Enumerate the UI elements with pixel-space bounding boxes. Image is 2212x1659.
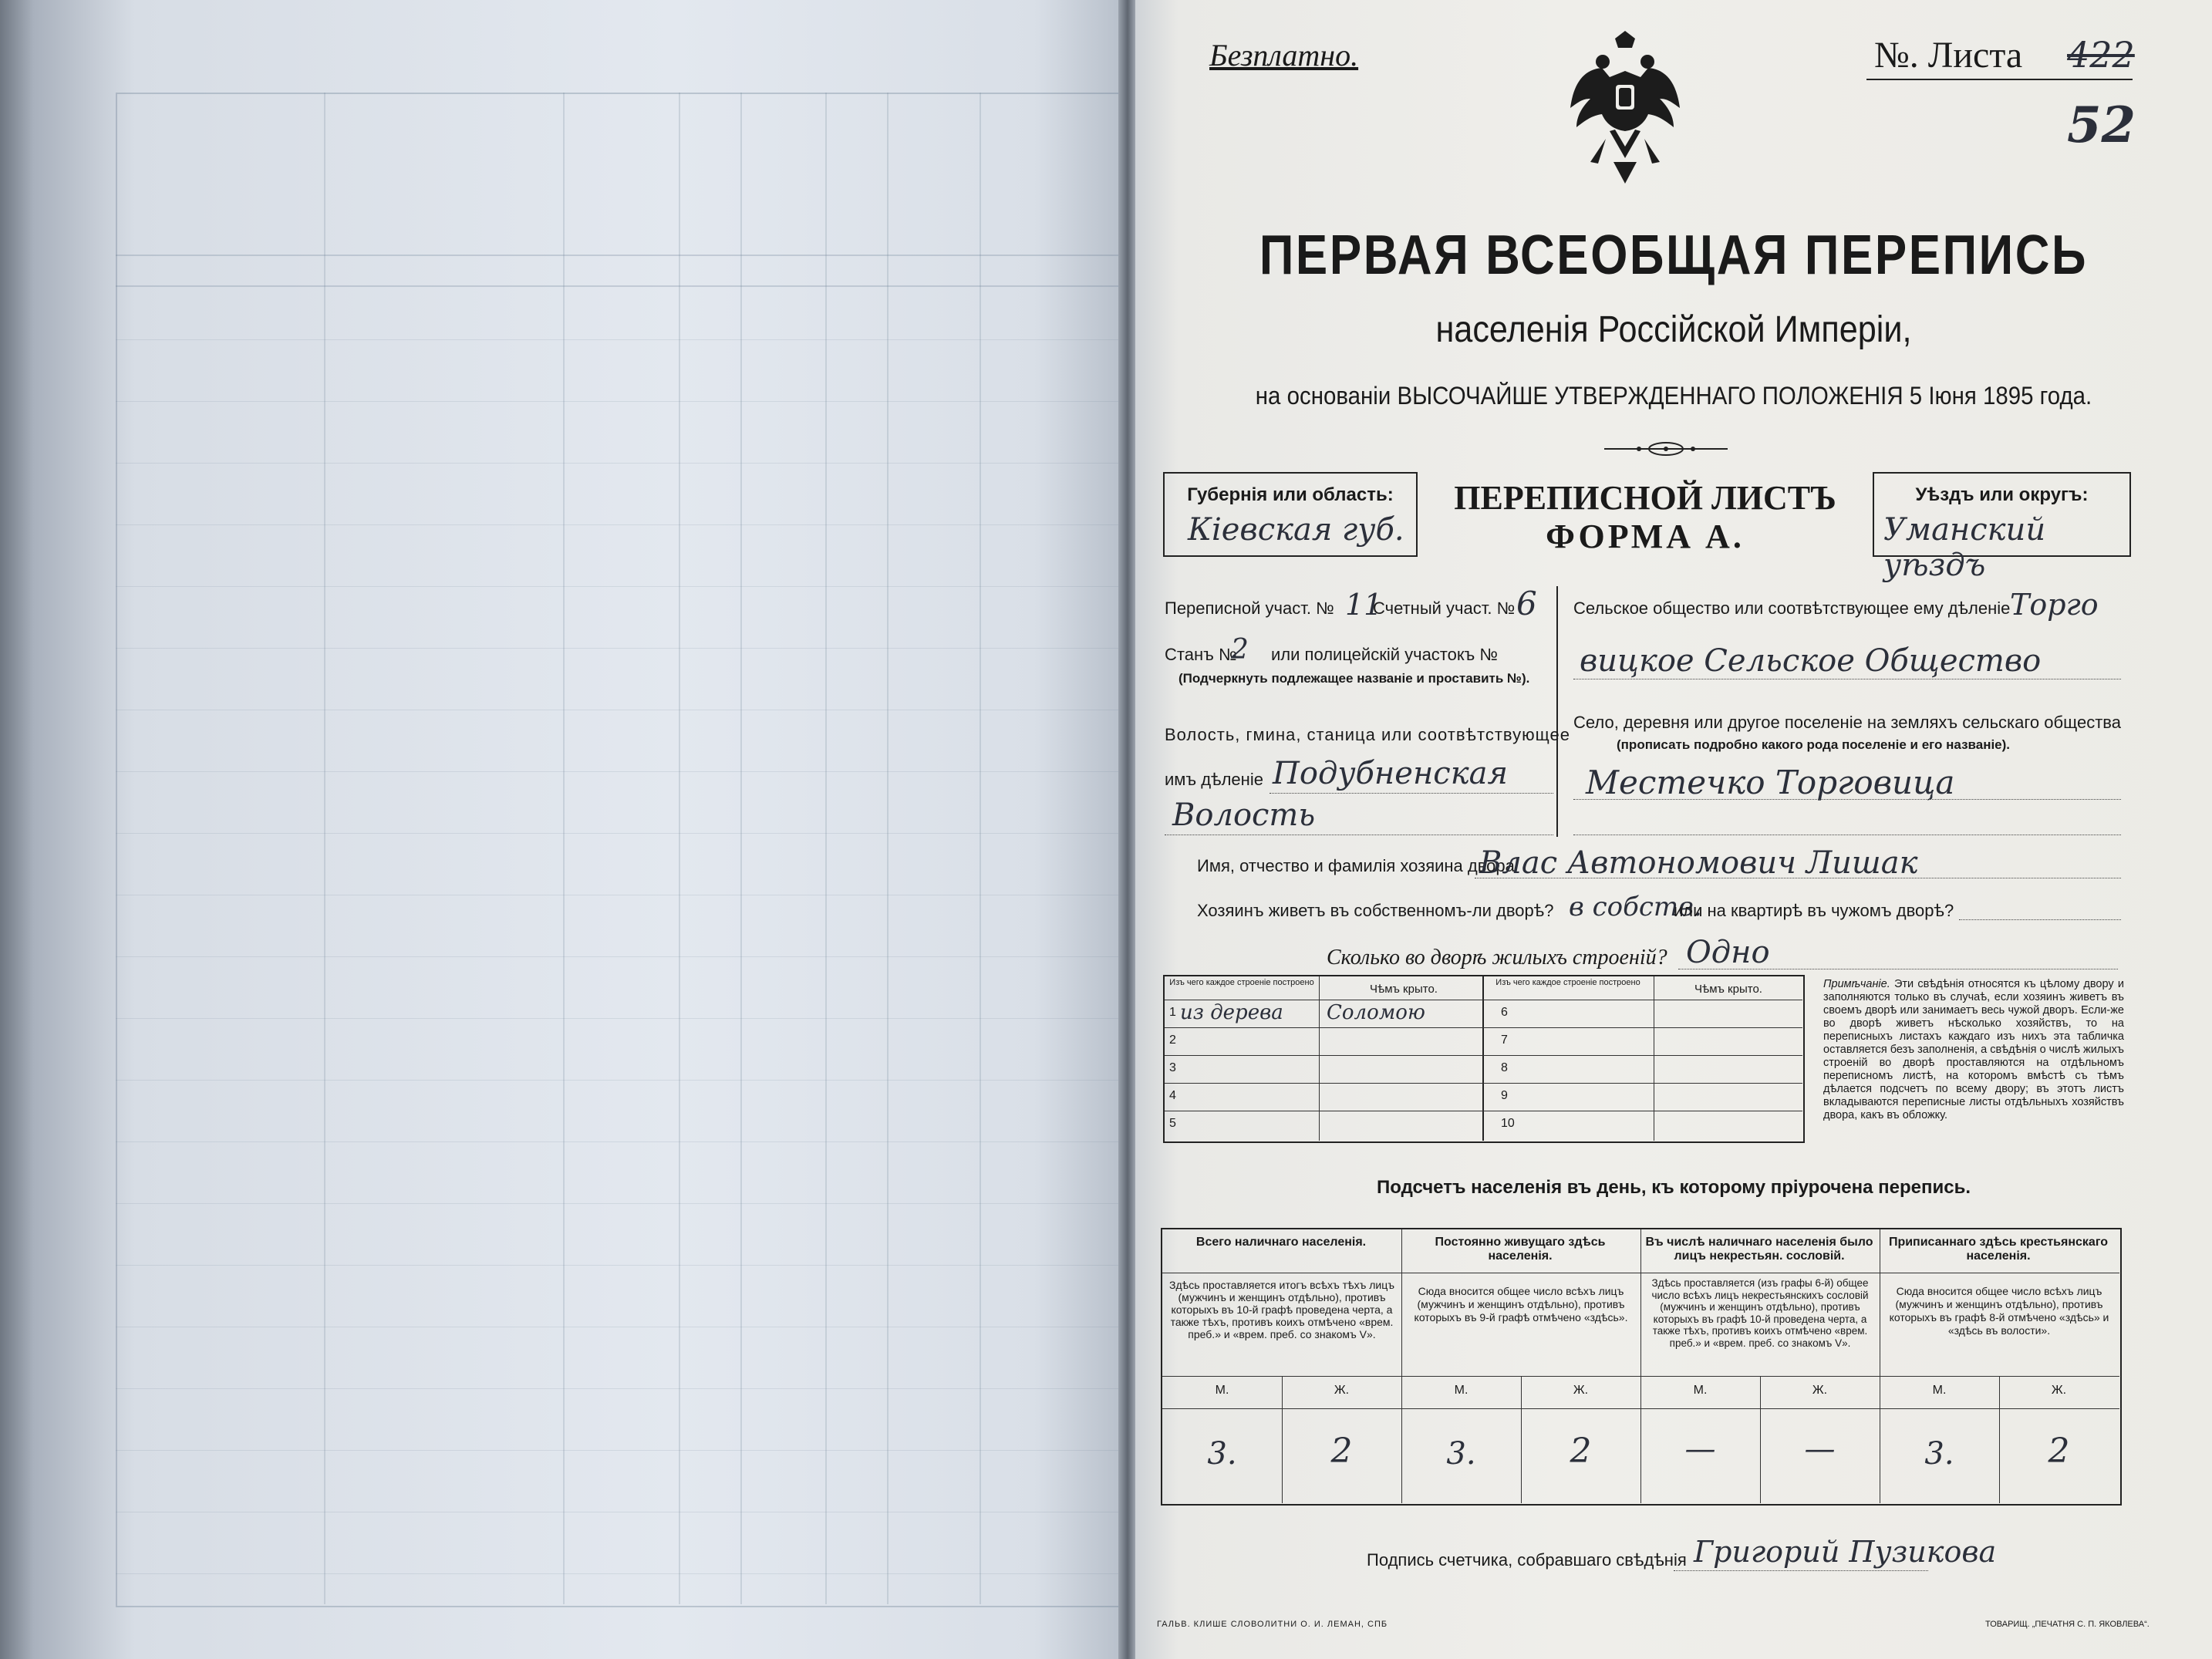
row-roof: Соломою (1327, 1001, 1425, 1024)
sheet-number-underline (1866, 79, 2133, 80)
census-area-label: Переписной участ. № (1165, 599, 1334, 618)
form-title-block (1418, 472, 1873, 557)
male-count: 3. (1924, 1436, 1954, 1472)
ghost-column-line (825, 93, 827, 1604)
female-count: 2 (2048, 1431, 2070, 1471)
buildings-table-right (1482, 976, 1802, 1141)
owner-name-label: Имя, отчество и фамилія хозяина двора (1197, 856, 1515, 875)
ghost-row (116, 771, 1118, 772)
count-divider (1401, 1408, 1640, 1409)
camp-value: 2 (1231, 634, 1249, 666)
buildings-table (1163, 975, 1805, 1143)
ghost-row (116, 1203, 1118, 1204)
police-label: или полицейскій участокъ № (1271, 645, 1498, 664)
count-col-desc: Здѣсь проставляется (изъ графы 6-й) общее число всѣхъ лицъ некрестьянскихъ сословій (мужчинъ и женщинъ отдѣльно), противъ которыхъ въ графѣ 10-й проведена черта, а также тѣхъ, противъ коихъ отмѣчено «врем. преб.» и «врем. преб. со знакомъ V». (1651, 1277, 1869, 1349)
society-value-1: Торго (2010, 588, 2099, 622)
ghost-row (116, 1450, 1118, 1451)
district-label: Уѣздъ или округъ: (1915, 484, 2089, 505)
roof-header-2: Чѣмъ крыто. (1694, 983, 1762, 996)
male-label: М. (1454, 1384, 1468, 1397)
ghost-row (116, 1018, 1118, 1019)
volost-value-2: Волость (1172, 797, 1316, 833)
district-value: Уманский уѣздъ (1883, 512, 2046, 583)
table-row (1482, 1111, 1802, 1138)
counting-area-value: 6 (1516, 585, 1537, 622)
row-number: 8 (1501, 1061, 1508, 1074)
count-divider (1640, 1408, 1880, 1409)
society-label: Сельское общество или соотвѣтствующее ему дѣленіе (1573, 599, 2011, 618)
double-headed-eagle-icon (1567, 31, 1683, 185)
count-divider (1162, 1408, 1401, 1409)
residence-value: в собств. (1569, 892, 1702, 922)
ghost-row (116, 586, 1118, 587)
female-count: 2 (1570, 1431, 1592, 1471)
row-number: 1 (1169, 1006, 1176, 1019)
form-title: ПЕРЕПИСНОЙ ЛИСТЪ (1454, 479, 1836, 517)
volost-label-2: имъ дѣленіе (1165, 770, 1263, 789)
ghost-row (116, 524, 1118, 525)
ghost-row (116, 1265, 1118, 1266)
ghost-column-line (563, 93, 565, 1604)
sheet-number-value: 422 (2067, 34, 2135, 76)
village-value: Местечко Торговица (1586, 764, 1955, 801)
female-label: Ж. (1812, 1384, 1828, 1397)
table-row (1165, 1027, 1482, 1056)
ghost-column-line (679, 93, 680, 1604)
count-column (1640, 1229, 1880, 1503)
count-column (1162, 1229, 1402, 1503)
table-row (1482, 1083, 1802, 1111)
count-col-title: Приписаннаго здѣсь крестьянскаго населенія. (1888, 1236, 2109, 1263)
row-number: 10 (1501, 1117, 1515, 1130)
ornament-divider-icon (1604, 441, 1728, 457)
buildings-label: Сколько во дворѣ жилыхъ строеній? (1327, 946, 1667, 969)
ghost-column-line (324, 93, 325, 1604)
village-note: (прописать подробно какого рода поселеніе и его названіе). (1617, 737, 2011, 752)
village-line (1573, 799, 2121, 800)
form-type: ФОРМА А. (1546, 518, 1745, 555)
ghost-row (116, 401, 1118, 402)
male-count: — (1684, 1431, 1716, 1467)
count-column (1880, 1229, 2119, 1503)
census-subtitle: населенія Россійской Имперіи, (1435, 309, 1912, 350)
counting-area-label: Счетный участ. № (1373, 599, 1516, 618)
ghost-row (116, 648, 1118, 649)
volost-value-1: Подубненская (1273, 756, 1508, 791)
buildings-rows-right (1482, 1000, 1802, 1141)
camp-label: Станъ № (1165, 645, 1237, 664)
ghost-column-line (980, 93, 981, 1604)
buildings-table-left (1165, 976, 1484, 1141)
male-count: 3. (1207, 1436, 1237, 1472)
table-row (1165, 1083, 1482, 1111)
buildings-note (1823, 978, 2124, 1122)
sheet-number-label: №. Листа (1874, 35, 2023, 76)
province-box (1163, 472, 1418, 557)
male-count: 3. (1446, 1436, 1476, 1472)
count-divider (1880, 1408, 2119, 1409)
row-number: 3 (1169, 1061, 1176, 1074)
volost-label: Волость, гмина, станица или соотвѣтствующее (1165, 725, 1570, 744)
underline-note: (Подчеркнуть подлежащее названіе и проставить №). (1178, 671, 1530, 686)
male-label: М. (1215, 1384, 1229, 1397)
count-col-desc: Сюда вносится общее число всѣхъ лицъ (мужчинъ и женщинъ отдѣльно), противъ которыхъ въ графѣ 8-й отмѣчено «здѣсь» и «здѣсь въ волости». (1889, 1285, 2109, 1337)
ghost-column-line (887, 93, 889, 1604)
buildings-rows-left (1165, 1000, 1482, 1141)
province-label: Губернія или область: (1187, 484, 1394, 505)
row-number: 5 (1169, 1117, 1176, 1130)
book-spine (1118, 0, 1137, 1659)
census-area-value: 11 (1345, 588, 1383, 622)
buildings-value: Одно (1686, 935, 1770, 970)
signature-label: Подпись счетчика, собравшаго свѣдѣнія (1367, 1550, 1687, 1570)
count-heading: Подсчетъ населенія въ день, къ которому пріурочена перепись. (1377, 1177, 1971, 1198)
female-label: Ж. (1573, 1384, 1589, 1397)
ghost-header-line (116, 255, 1118, 256)
ghost-column-line (740, 93, 742, 1604)
province-value: Кіевская губ. (1188, 512, 1404, 548)
ghost-row (116, 463, 1118, 464)
male-label: М. (1932, 1384, 1947, 1397)
ghost-row (116, 1388, 1118, 1389)
sheet-number-corrected: 52 (2067, 96, 2136, 154)
residence-label: Хозяинъ живетъ въ собственномъ-ли дворѣ? (1197, 901, 1554, 920)
district-box (1873, 472, 2131, 583)
table-row (1165, 1111, 1482, 1138)
society-value-2: вицкое Сельское Общество (1580, 643, 2042, 679)
row-number: 6 (1501, 1006, 1508, 1019)
count-col-title: Въ числѣ наличнаго населенія было лицъ некрестьян. сословій. (1645, 1236, 1873, 1263)
ghost-row (116, 956, 1118, 957)
ghost-row (116, 1141, 1118, 1142)
signature-value: Григорий Пузикова (1694, 1535, 1997, 1569)
left-page-ghost-table (116, 93, 1121, 1607)
fields-divider (1556, 586, 1558, 837)
note-text: Эти свѣдѣнія относятся къ цѣлому двору и заполняются только въ случаѣ, если хозяинъ живетъ въ своемъ дворѣ или занимаетъ весь чужой дворъ. Если-же во дворѣ живетъ нѣсколько хозяйствъ, то на переписныхъ листахъ каждаго изъ нихъ эта табличка оставляется безъ заполненія, а свѣдѣнія о числѣ жилыхъ строеній во дворѣ проставляются на отдѣльномъ переписномъ листѣ, на которомъ вмѣстѣ съ тѣмъ дѣлается подсчетъ по всему двору; въ этотъ листъ вкладываются переписные листы отдѣльныхъ хозяйствъ двора, какъ въ обложку. (1823, 978, 2124, 1121)
census-basis: на основаніи ВЫСОЧАЙШЕ УТВЕРЖДЕННАГО ПОЛОЖЕНІЯ 5 Іюня 1895 года. (1255, 382, 2092, 410)
row-number: 9 (1501, 1089, 1508, 1102)
row-number: 4 (1169, 1089, 1176, 1102)
apartment-label: или на квартирѣ въ чужомъ дворѣ? (1674, 901, 1954, 920)
ghost-row (116, 1573, 1118, 1574)
male-label: М. (1693, 1384, 1708, 1397)
count-col-title: Всего наличнаго населенія. (1195, 1236, 1367, 1249)
count-col-desc: Сюда вносится общее число всѣхъ лицъ (мужчинъ и женщинъ отдѣльно), противъ которыхъ въ 9-й графѣ отмѣчено «здѣсь». (1414, 1285, 1628, 1323)
female-count: — (1804, 1431, 1836, 1467)
village-label: Село, деревня или другое поселеніе на земляхъ сельскаго общества (1573, 713, 2121, 732)
ghost-row (116, 339, 1118, 340)
footer-right: ТОВАРИЩ. „ПЕЧАТНЯ С. П. ЯКОВЛЕВА“. (1985, 1620, 2150, 1629)
census-main-title: ПЕРВАЯ ВСЕОБЩАЯ ПЕРЕПИСЬ (1259, 224, 2089, 286)
population-count-table (1161, 1228, 2122, 1506)
signature-line (1674, 1570, 1928, 1571)
table-row (1482, 1000, 1802, 1028)
table-row (1165, 1055, 1482, 1084)
material-header-2: Изъ чего каждое строеніе построено (1495, 978, 1640, 987)
apartment-line (1959, 919, 2121, 920)
count-col-desc: Здѣсь проставляется итогъ всѣхъ тѣхъ лицъ (мужчинъ и женщинъ отдѣльно), противъ которыхъ въ 10-й графѣ проведена черта, а также тѣхъ, противъ коихъ отмѣчено «врем. преб.» и «врем. преб. со знакомъ V». (1169, 1279, 1394, 1340)
volost-line-1 (1270, 793, 1553, 794)
ghost-row (116, 1080, 1118, 1081)
row-number: 2 (1169, 1034, 1176, 1047)
material-header: Изъ чего каждое строеніе построено (1169, 978, 1314, 987)
row-number: 7 (1501, 1034, 1508, 1047)
row-material: из дерева (1180, 1001, 1283, 1024)
count-col-title: Постоянно живущаго здѣсь населенія. (1435, 1236, 1606, 1263)
footer-left: ГАЛЬВ. КЛИШЕ СЛОВОЛИТНИ О. И. ЛЕМАН, СПБ (1157, 1620, 1388, 1629)
ghost-header-line (116, 285, 1118, 287)
table-row (1482, 1055, 1802, 1084)
table-row (1165, 1000, 1482, 1028)
free-label: Безплатно. (1209, 38, 1359, 72)
female-label: Ж. (1334, 1384, 1350, 1397)
count-column (1401, 1229, 1641, 1503)
note-title: Примѣчаніе. (1823, 978, 1890, 990)
table-row (1482, 1027, 1802, 1056)
roof-header: Чѣмъ крыто. (1370, 983, 1438, 996)
ghost-row (116, 833, 1118, 834)
female-label: Ж. (2051, 1384, 2067, 1397)
female-count: 2 (1330, 1431, 1353, 1471)
owner-name-value: Влас Автономович Лишак (1479, 845, 1918, 881)
